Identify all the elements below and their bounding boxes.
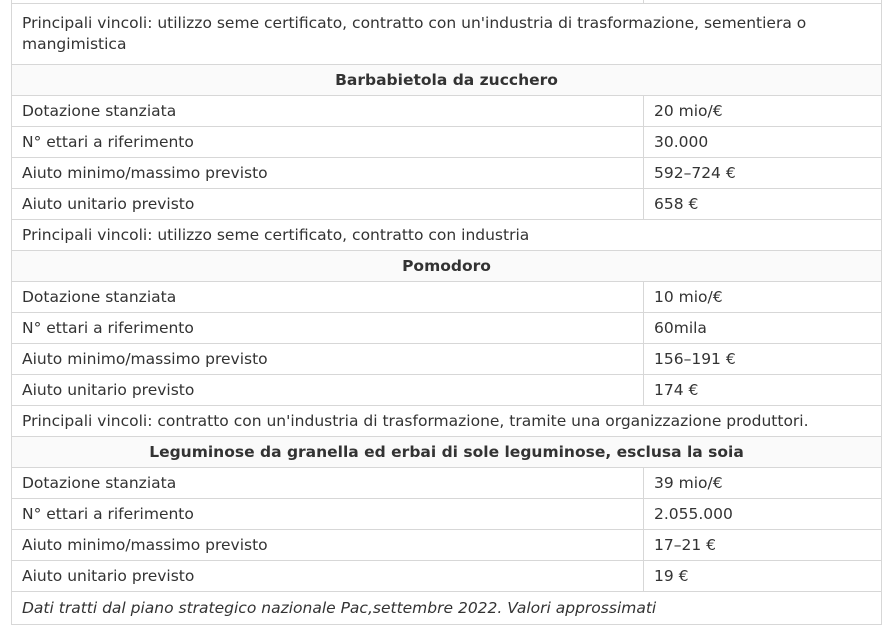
table-row — [12, 96, 882, 127]
table-container — [11, 0, 881, 625]
table-row — [12, 499, 882, 530]
row-label: N° ettari a riferimento — [12, 313, 644, 344]
row-value: 592–724 € — [644, 158, 882, 189]
constraints-text: Principali vincoli: utilizzo seme certificato, contratto con industria — [12, 220, 882, 251]
section-header-row — [12, 251, 882, 282]
row-value: 658 € — [644, 189, 882, 220]
row-label: Aiuto unitario previsto — [12, 189, 644, 220]
row-label: Dotazione stanziata — [12, 282, 644, 313]
table-row — [12, 189, 882, 220]
row-label: Aiuto unitario previsto — [12, 375, 644, 406]
section-title: Barbabietola da zucchero — [12, 65, 882, 96]
row-value: 10 mio/€ — [644, 282, 882, 313]
row-value: 2.055.000 — [644, 499, 882, 530]
source-note-row — [12, 592, 882, 625]
constraints-row — [12, 220, 882, 251]
section-title: Pomodoro — [12, 251, 882, 282]
row-value: 174 € — [644, 375, 882, 406]
constraints-row — [12, 4, 882, 65]
row-value: 19 € — [644, 561, 882, 592]
row-label: N° ettari a riferimento — [12, 127, 644, 158]
constraints-row — [12, 406, 882, 437]
row-label: Dotazione stanziata — [12, 96, 644, 127]
row-value: 30.000 — [644, 127, 882, 158]
source-note: Dati tratti dal piano strategico nazionale Pac,settembre 2022. Valori approssimati — [12, 592, 882, 625]
table-row — [12, 468, 882, 499]
row-value: 60mila — [644, 313, 882, 344]
table-row — [12, 375, 882, 406]
row-value: 20 mio/€ — [644, 96, 882, 127]
row-label: Aiuto minimo/massimo previsto — [12, 344, 644, 375]
table-row — [12, 158, 882, 189]
row-value: 156–191 € — [644, 344, 882, 375]
table-row — [12, 282, 882, 313]
row-label: Aiuto minimo/massimo previsto — [12, 530, 644, 561]
row-value: 17–21 € — [644, 530, 882, 561]
table-row — [12, 344, 882, 375]
row-label: Dotazione stanziata — [12, 468, 644, 499]
table-row — [12, 561, 882, 592]
row-value: 39 mio/€ — [644, 468, 882, 499]
aid-table — [11, 0, 882, 625]
row-label: Aiuto minimo/massimo previsto — [12, 158, 644, 189]
table-row — [12, 530, 882, 561]
table-row — [12, 313, 882, 344]
constraints-text: Principali vincoli: utilizzo seme certificato, contratto con un'industria di trasformazione, sementiera o mangimistica — [12, 4, 882, 65]
constraints-text: Principali vincoli: contratto con un'industria di trasformazione, tramite una organizzazione produttori. — [12, 406, 882, 437]
row-label: Aiuto unitario previsto — [12, 561, 644, 592]
section-header-row — [12, 437, 882, 468]
section-title: Leguminose da granella ed erbai di sole leguminose, esclusa la soia — [12, 437, 882, 468]
table-row — [12, 127, 882, 158]
row-label: N° ettari a riferimento — [12, 499, 644, 530]
section-header-row — [12, 65, 882, 96]
